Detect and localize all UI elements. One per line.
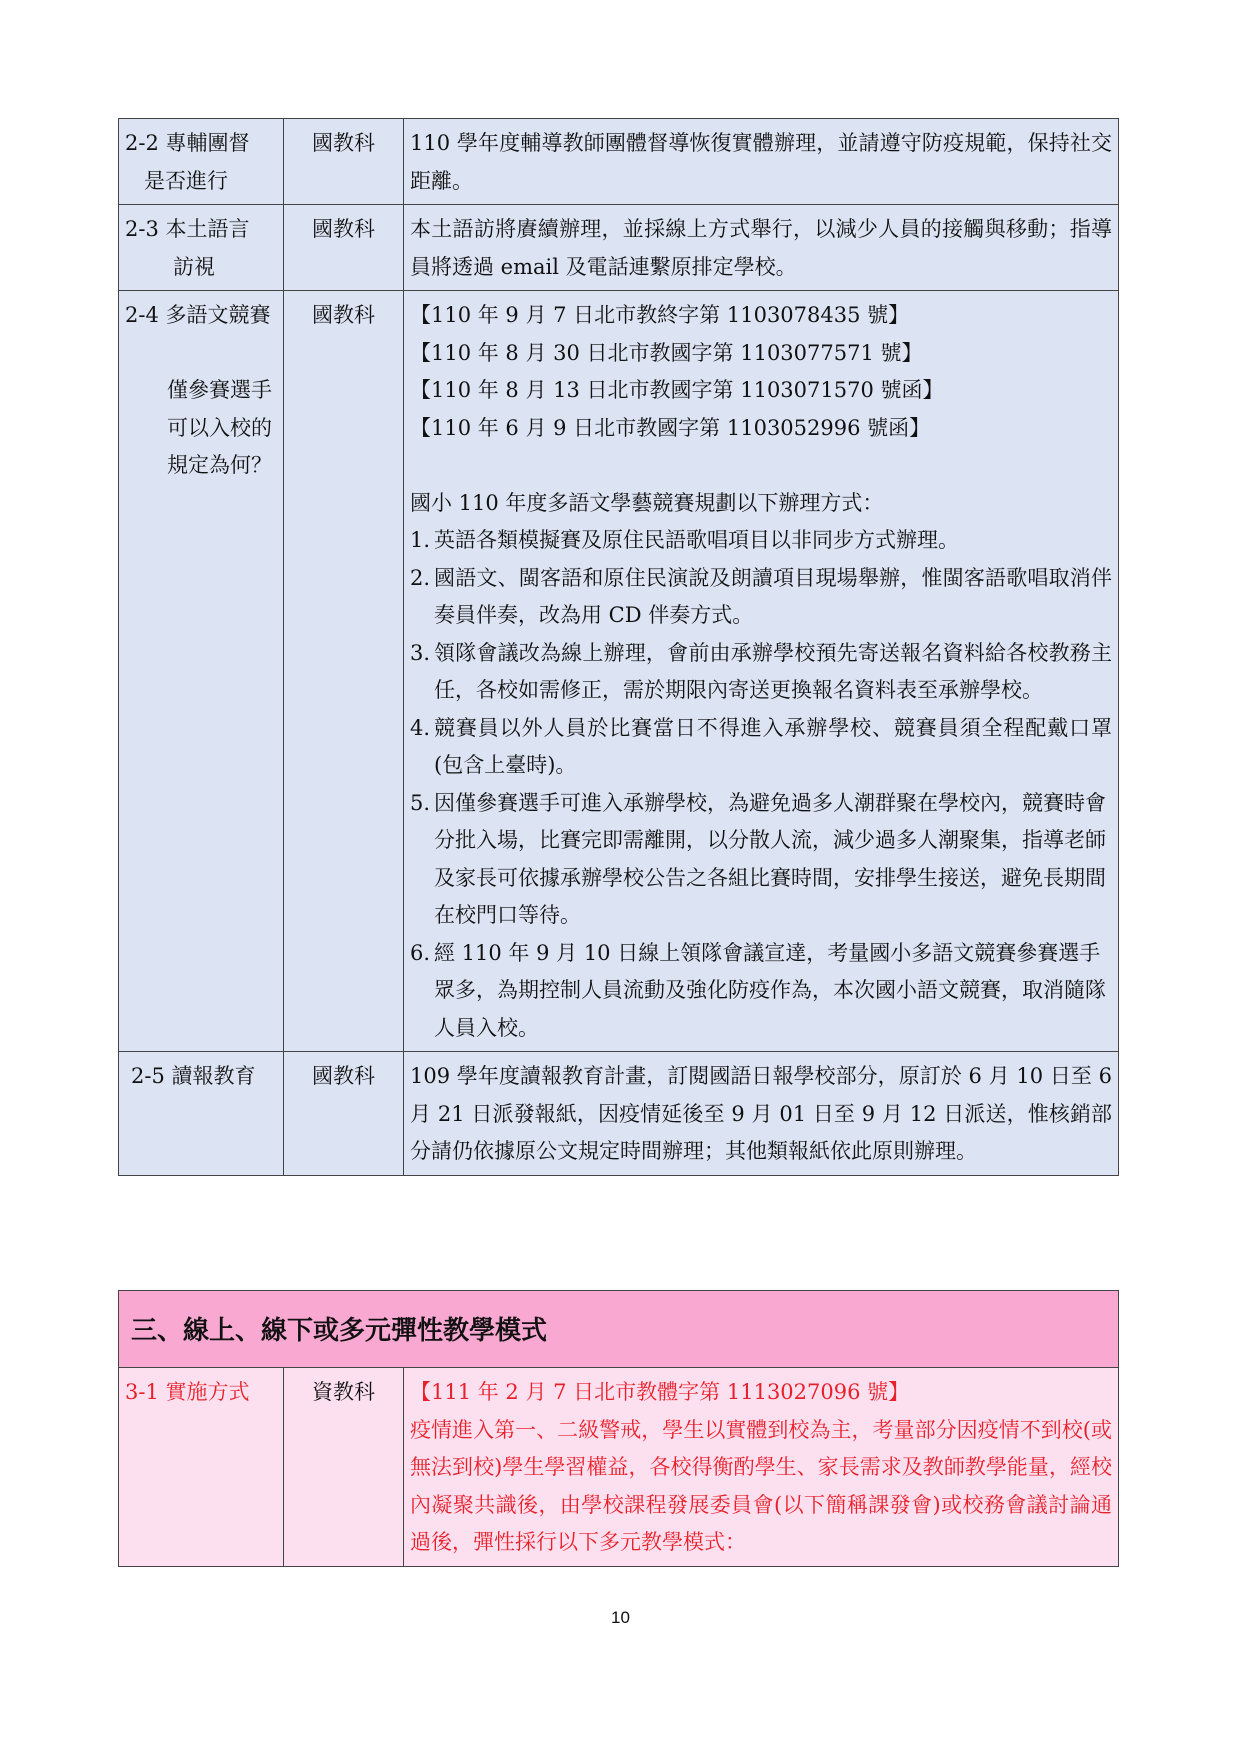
item-question: 可以入校的 xyxy=(167,415,272,440)
item-cell xyxy=(119,291,284,1052)
list-number: 5. xyxy=(410,790,431,815)
list-item xyxy=(410,935,1112,1048)
content-cell: 110 學年度輔導教師團體督導恢復實體辦理，並請遵守防疫規範，保持社交距離。 xyxy=(404,119,1119,205)
content-cell: 本土語訪將賡續辦理，並採線上方式舉行，以減少人員的接觸與移動；指導員將透過 email 及電話連繫原排定學校。 xyxy=(404,205,1119,291)
item-question: 規定為何？ xyxy=(167,453,272,477)
list-item xyxy=(410,785,1112,935)
list-text: 競賽員以外人員於比賽當日不得進入承辦學校、競賽員須全程配戴口罩(包含上臺時)。 xyxy=(434,715,1112,777)
page-number: 10 xyxy=(611,1608,630,1627)
dept-cell: 國教科 xyxy=(284,119,404,205)
table-section-3 xyxy=(118,1290,1119,1567)
content-text: 疫情進入第一、二級警戒，學生以實體到校為主，考量部分因疫情不到校(或無法到校)學生學習權益，各校得衡酌學生、家長需求及教師教學能量，經校內凝聚共識後，由學校課程發展委員會(以下簡稱課發會)或校務會議討論通過後，彈性採行以下多元教學模式： xyxy=(410,1417,1112,1554)
item-label: 2-5 讀報教育 xyxy=(131,1064,256,1088)
item-label: 訪視 xyxy=(173,254,215,279)
item-cell xyxy=(119,119,284,205)
item-cell xyxy=(119,1052,284,1176)
content-cell xyxy=(404,1368,1119,1567)
content-cell xyxy=(404,291,1119,1052)
table-section-2 xyxy=(118,118,1119,1176)
list-text: 英語各類模擬賽及原住民語歌唱項目以非同步方式辦理。 xyxy=(434,528,959,552)
item-cell xyxy=(119,205,284,291)
list-text: 經 110 年 9 月 10 日線上領隊會議宣達，考量國小多語文競賽參賽選手眾多，為期控制人員流動及強化防疫作為，本次國小語文競賽，取消隨隊人員入校。 xyxy=(434,940,1106,1040)
item-cell: 3-1 實施方式 xyxy=(119,1368,284,1567)
list-number: 4. xyxy=(410,715,431,740)
list-item xyxy=(410,560,1112,635)
section-heading: 三、線上、線下或多元彈性教學模式 xyxy=(119,1291,1119,1368)
table-row xyxy=(119,119,1119,205)
item-label: 2-2 專輔團督 xyxy=(125,131,250,155)
item-label: 2-4 多語文競賽 xyxy=(125,303,271,327)
item-question: 僅參賽選手 xyxy=(167,378,272,402)
table-row xyxy=(119,1052,1119,1176)
reference: 【110 年 8 月 30 日北市教國字第 1103077571 號】 xyxy=(410,340,923,365)
item-label: 2-3 本土語言 xyxy=(125,217,250,241)
list-text: 國語文、閩客語和原住民演說及朗讀項目現場舉辦，惟閩客語歌唱取消伴奏員伴奏，改為用 CD 伴奏方式。 xyxy=(434,565,1112,627)
list-text: 領隊會議改為線上辦理，會前由承辦學校預先寄送報名資料給各校教務主任，各校如需修正，需於期限內寄送更換報名資料表至承辦學校。 xyxy=(434,640,1112,702)
reference: 【110 年 8 月 13 日北市教國字第 1103071570 號函】 xyxy=(410,378,944,402)
list-item xyxy=(410,522,1112,560)
table-row xyxy=(119,205,1119,291)
list-item xyxy=(410,710,1112,785)
dept-cell: 國教科 xyxy=(284,291,404,1052)
list-number: 6. xyxy=(410,940,431,965)
list-item xyxy=(410,635,1112,710)
list-number: 3. xyxy=(410,640,431,665)
reference: 【111 年 2 月 7 日北市教體字第 1113027096 號】 xyxy=(410,1380,910,1404)
dept-cell: 國教科 xyxy=(284,205,404,291)
reference: 【110 年 6 月 9 日北市教國字第 1103052996 號函】 xyxy=(410,415,931,440)
reference: 【110 年 9 月 7 日北市教終字第 1103078435 號】 xyxy=(410,303,910,327)
section-header-row xyxy=(119,1291,1119,1368)
table-row xyxy=(119,291,1119,1052)
list-text: 因僅參賽選手可進入承辦學校，為避免過多人潮群聚在學校內，競賽時會分批入場，比賽完即需離開，以分散人流，減少過多人潮聚集，指導老師及家長可依據承辦學校公告之各組比賽時間，安排學生接送，避免長期間在校門口等待。 xyxy=(434,790,1106,927)
table-row xyxy=(119,1368,1119,1567)
content-cell: 109 學年度讀報教育計畫，訂閱國語日報學校部分，原訂於 6 月 10 日至 6 月 21 日派發報紙，因疫情延後至 9 月 01 日至 9 月 12 日派送，惟核銷部分請仍依據原公文規定時間辦理；其他類報紙依此原則辦理。 xyxy=(404,1052,1119,1176)
list-number: 1. xyxy=(410,528,431,552)
dept-cell: 國教科 xyxy=(284,1052,404,1176)
item-label: 是否進行 xyxy=(144,168,228,193)
list-number: 2. xyxy=(410,565,431,590)
dept-cell: 資教科 xyxy=(284,1368,404,1567)
intro-text: 國小 110 年度多語文學藝競賽規劃以下辦理方式： xyxy=(410,490,884,515)
